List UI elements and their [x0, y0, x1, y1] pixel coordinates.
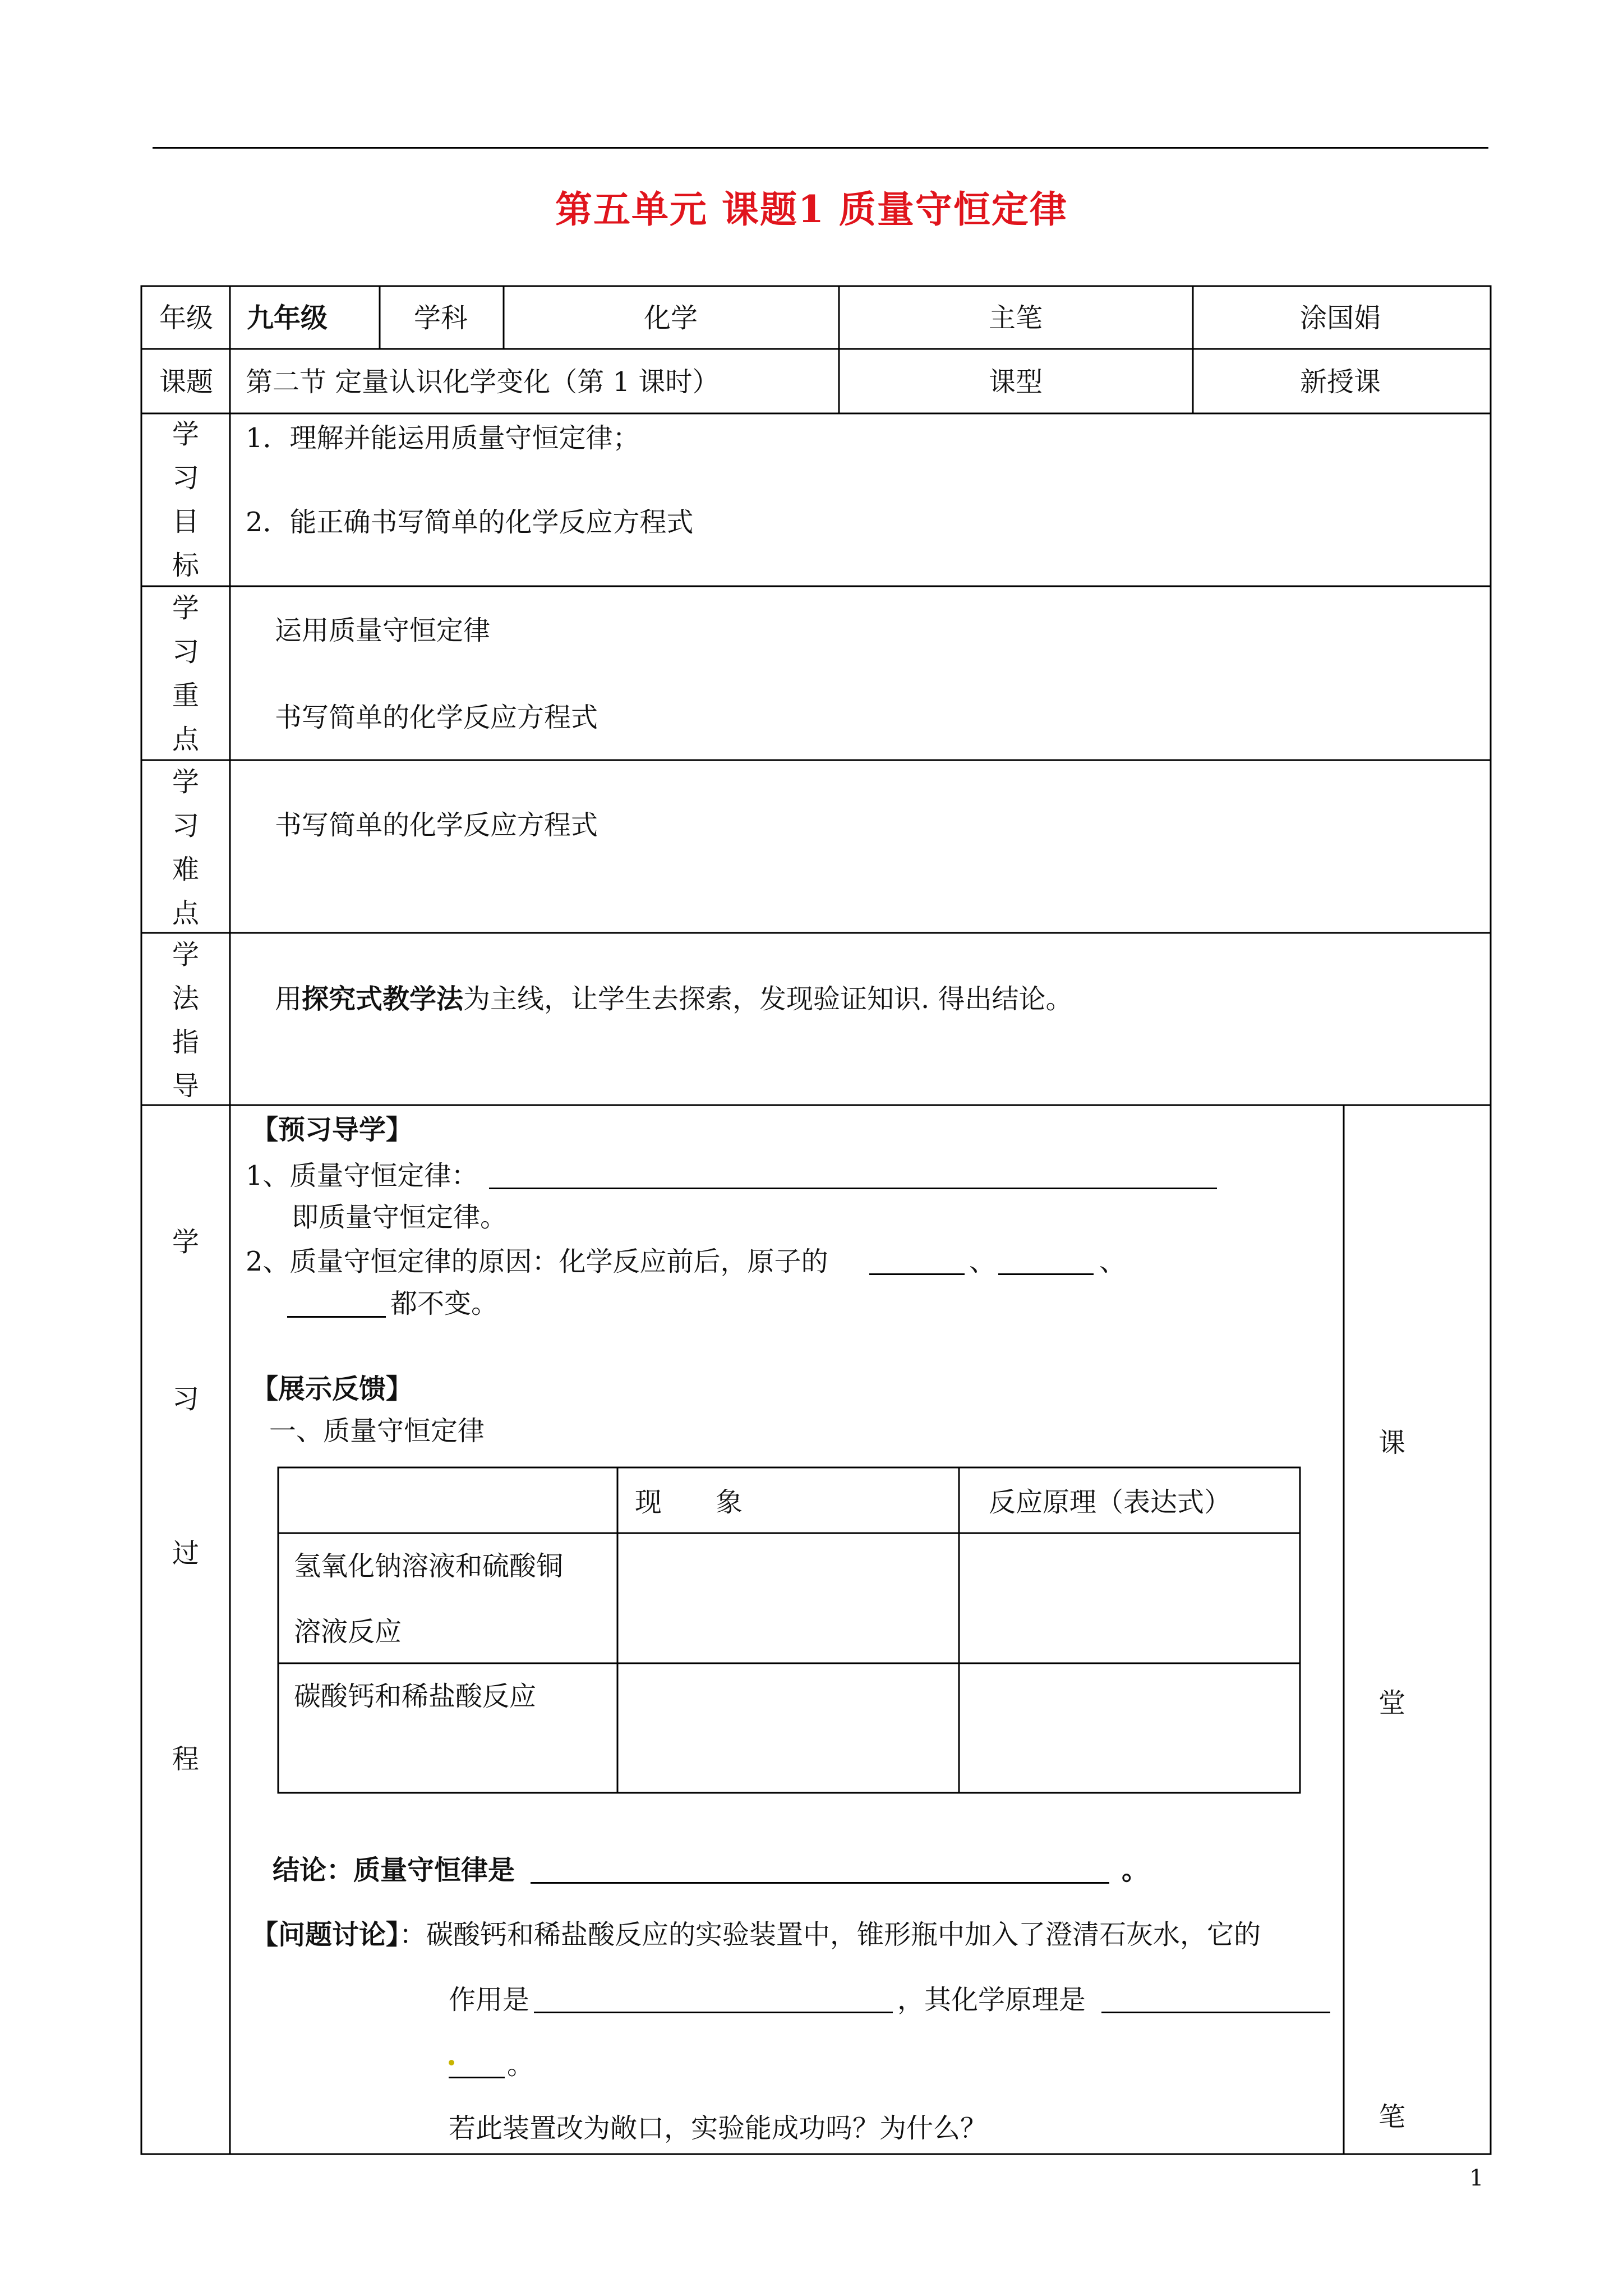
type-label: 课型 [989, 366, 1043, 398]
process-label-3: 过 [172, 1538, 199, 1569]
table-header-principle: 反应原理（表达式） [989, 1487, 1232, 1518]
author-label: 主笔 [989, 302, 1043, 334]
difficulties-label-1: 学 [172, 766, 199, 798]
preview-title: 【预习导学】 [251, 1114, 413, 1145]
section-heading: 一、质量守恒定律 [269, 1415, 485, 1447]
discussion-role: 作用是 [449, 1984, 530, 2016]
difficulties-label-4: 点 [172, 898, 199, 929]
preview-item-2: 2、质量守恒定律的原因：化学反应前后，原子的 [246, 1246, 828, 1277]
objective-item-1: 1．理解并能运用质量守恒定律； [246, 422, 640, 454]
answer-blank[interactable] [534, 2012, 893, 2013]
grade-label: 年级 [159, 302, 214, 334]
method-label-1: 学 [172, 939, 199, 970]
method-prefix: 用 [275, 983, 302, 1015]
page-title: 第五单元 课题1 质量守恒定律 [555, 187, 1068, 231]
preview-item-1b: 即质量守恒定律。 [292, 1202, 508, 1233]
table-row-1-line-1: 氢氧化钠溶液和硫酸铜 [294, 1550, 564, 1582]
objectives-label-3: 目 [172, 506, 199, 537]
keypoints-label-2: 习 [172, 636, 199, 668]
preview-item-1: 1、质量守恒定律： [246, 1160, 478, 1191]
topic-value: 第二节 定量认识化学变化（第 1 课时） [246, 366, 720, 398]
separator: 、 [1099, 1246, 1127, 1277]
method-text [275, 983, 1073, 1015]
objectives-label-1: 学 [172, 418, 199, 450]
side-label-3: 笔 [1378, 2101, 1405, 2133]
difficulty-item-1: 书写简单的化学反应方程式 [275, 809, 598, 841]
objectives-label-2: 习 [172, 462, 199, 494]
conclusion-text: 结论：质量守恒律是 [273, 1855, 515, 1886]
objectives-label-4: 标 [172, 550, 199, 581]
side-label-1: 课 [1378, 1427, 1405, 1458]
table-row-2-line-1: 碳酸钙和稀盐酸反应 [294, 1681, 537, 1712]
method-bold: 探究式教学法 [302, 983, 464, 1015]
keypoints-label-4: 点 [172, 724, 199, 755]
answer-blank[interactable] [449, 2077, 505, 2078]
separator: 、 [969, 1246, 997, 1277]
keypoints-label-3: 重 [172, 680, 199, 711]
answer-blank[interactable] [1101, 2012, 1330, 2013]
side-label-2: 堂 [1378, 1687, 1405, 1719]
method-label-2: 法 [172, 983, 199, 1014]
answer-blank[interactable] [287, 1316, 386, 1318]
method-label-3: 指 [172, 1027, 199, 1058]
process-label-4: 程 [172, 1743, 199, 1775]
type-value: 新授课 [1300, 366, 1381, 398]
difficulties-label-3: 难 [172, 854, 199, 885]
answer-blank[interactable] [869, 1273, 965, 1275]
discussion-principle: ，其化学原理是 [897, 1984, 1086, 2016]
process-label-2: 习 [172, 1383, 199, 1415]
preview-item-2b: 都不变。 [390, 1288, 499, 1319]
page-number: 1 [1469, 2165, 1484, 2191]
method-label-4: 导 [172, 1070, 199, 1102]
keypoint-item-1: 运用质量守恒定律 [275, 615, 491, 646]
discussion-body: ：碳酸钙和稀盐酸反应的实验装置中，锥形瓶中加入了澄清石灰水，它的 [399, 1919, 1261, 1950]
discussion-period: 。 [507, 2049, 534, 2081]
subject-label: 学科 [414, 302, 468, 334]
keypoints-label-1: 学 [172, 592, 199, 624]
process-label-1: 学 [172, 1226, 199, 1258]
difficulties-label-2: 习 [172, 810, 199, 841]
subject-value: 化学 [644, 302, 698, 334]
method-suffix: 为主线，让学生去探索，发现验证知识. 得出结论。 [463, 983, 1073, 1015]
keypoint-item-2: 书写简单的化学反应方程式 [275, 702, 598, 733]
answer-blank[interactable] [531, 1882, 1109, 1884]
feedback-title: 【展示反馈】 [251, 1373, 413, 1405]
table-header-phenomenon: 现 象 [635, 1487, 743, 1518]
discussion-title: 【问题讨论】 [251, 1919, 400, 1950]
yellow-dot-mark [449, 2060, 454, 2065]
objective-item-2: 2．能正确书写简单的化学反应方程式 [246, 507, 694, 538]
grade-value: 九年级 [247, 302, 328, 334]
discussion-text [251, 1921, 1261, 1948]
conclusion-end: 。 [1122, 1855, 1149, 1886]
topic-label: 课题 [159, 366, 214, 398]
author-value: 涂国娟 [1300, 302, 1381, 334]
answer-blank[interactable] [489, 1188, 1217, 1189]
table-row-1-line-2: 溶液反应 [294, 1616, 402, 1648]
discussion-question: 若此装置改为敞口，实验能成功吗？为什么？ [449, 2113, 988, 2144]
answer-blank[interactable] [998, 1273, 1094, 1275]
